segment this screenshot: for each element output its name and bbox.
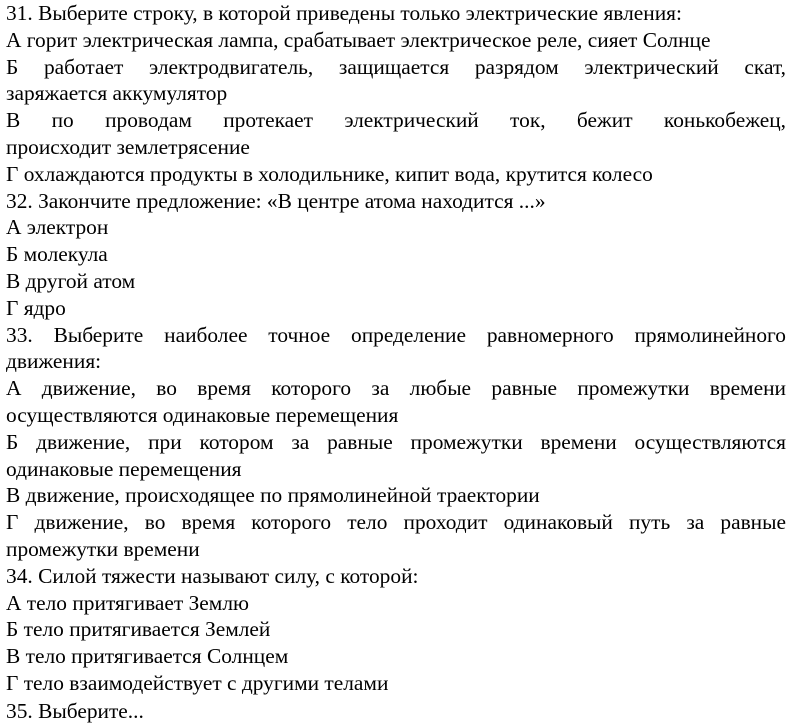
cut-off-next-question: 35. Выберите...	[6, 699, 144, 723]
document-page	[6, 0, 786, 697]
question-33-title: 33. Выберите наиболее точное определение равномерного прямолинейного	[6, 322, 786, 347]
q31-option-b-cont: заряжается аккумулятор	[6, 81, 228, 106]
question-34-title: 34. Силой тяжести называют силу, с которой:	[6, 563, 419, 588]
q32-option-g: Г ядро	[6, 295, 66, 320]
q34-option-a: А тело притягивает Землю	[6, 590, 249, 615]
question-31-title: 31. Выберите строку, в которой приведены только электрические явления:	[6, 1, 682, 25]
q33-option-b: Б движение, при котором за равные промежутки времени осуществляются	[6, 429, 786, 454]
q32-option-b: Б молекула	[6, 242, 108, 267]
q32-option-v: В другой атом	[6, 268, 136, 293]
q33-option-g: Г движение, во время которого тело проходит одинаковый путь за равные	[6, 510, 786, 535]
q31-option-v: В по проводам протекает электрический ток, бежит конькобежец,	[6, 108, 786, 133]
q33-option-v: В движение, происходящее по прямолинейной траектории	[6, 483, 540, 508]
q32-option-a: А электрон	[6, 215, 109, 240]
q31-option-v-cont: происходит землетрясение	[6, 134, 250, 159]
question-33-title-cont: движения:	[6, 349, 102, 374]
q33-option-a-cont: осуществляются одинаковые перемещения	[6, 402, 399, 427]
q33-option-b-cont: одинаковые перемещения	[6, 456, 242, 481]
q33-option-g-cont: промежутки времени	[6, 536, 200, 561]
q33-option-a: А движение, во время которого за любые равные промежутки времени	[6, 376, 786, 401]
q34-option-g: Г тело взаимодействует с другими телами	[6, 670, 389, 695]
q31-option-b: Б работает электродвигатель, защищается разрядом электрический скат,	[6, 54, 786, 79]
question-32-title: 32. Закончите предложение: «В центре атома находится ...»	[6, 188, 546, 213]
q31-option-a: А горит электрическая лампа, срабатывает электрическое реле, сияет Солнце	[6, 27, 711, 52]
q34-option-b: Б тело притягивается Землей	[6, 617, 271, 642]
q34-option-v: В тело притягивается Солнцем	[6, 644, 289, 669]
q31-option-g: Г охлаждаются продукты в холодильнике, кипит вода, крутится колесо	[6, 161, 653, 186]
